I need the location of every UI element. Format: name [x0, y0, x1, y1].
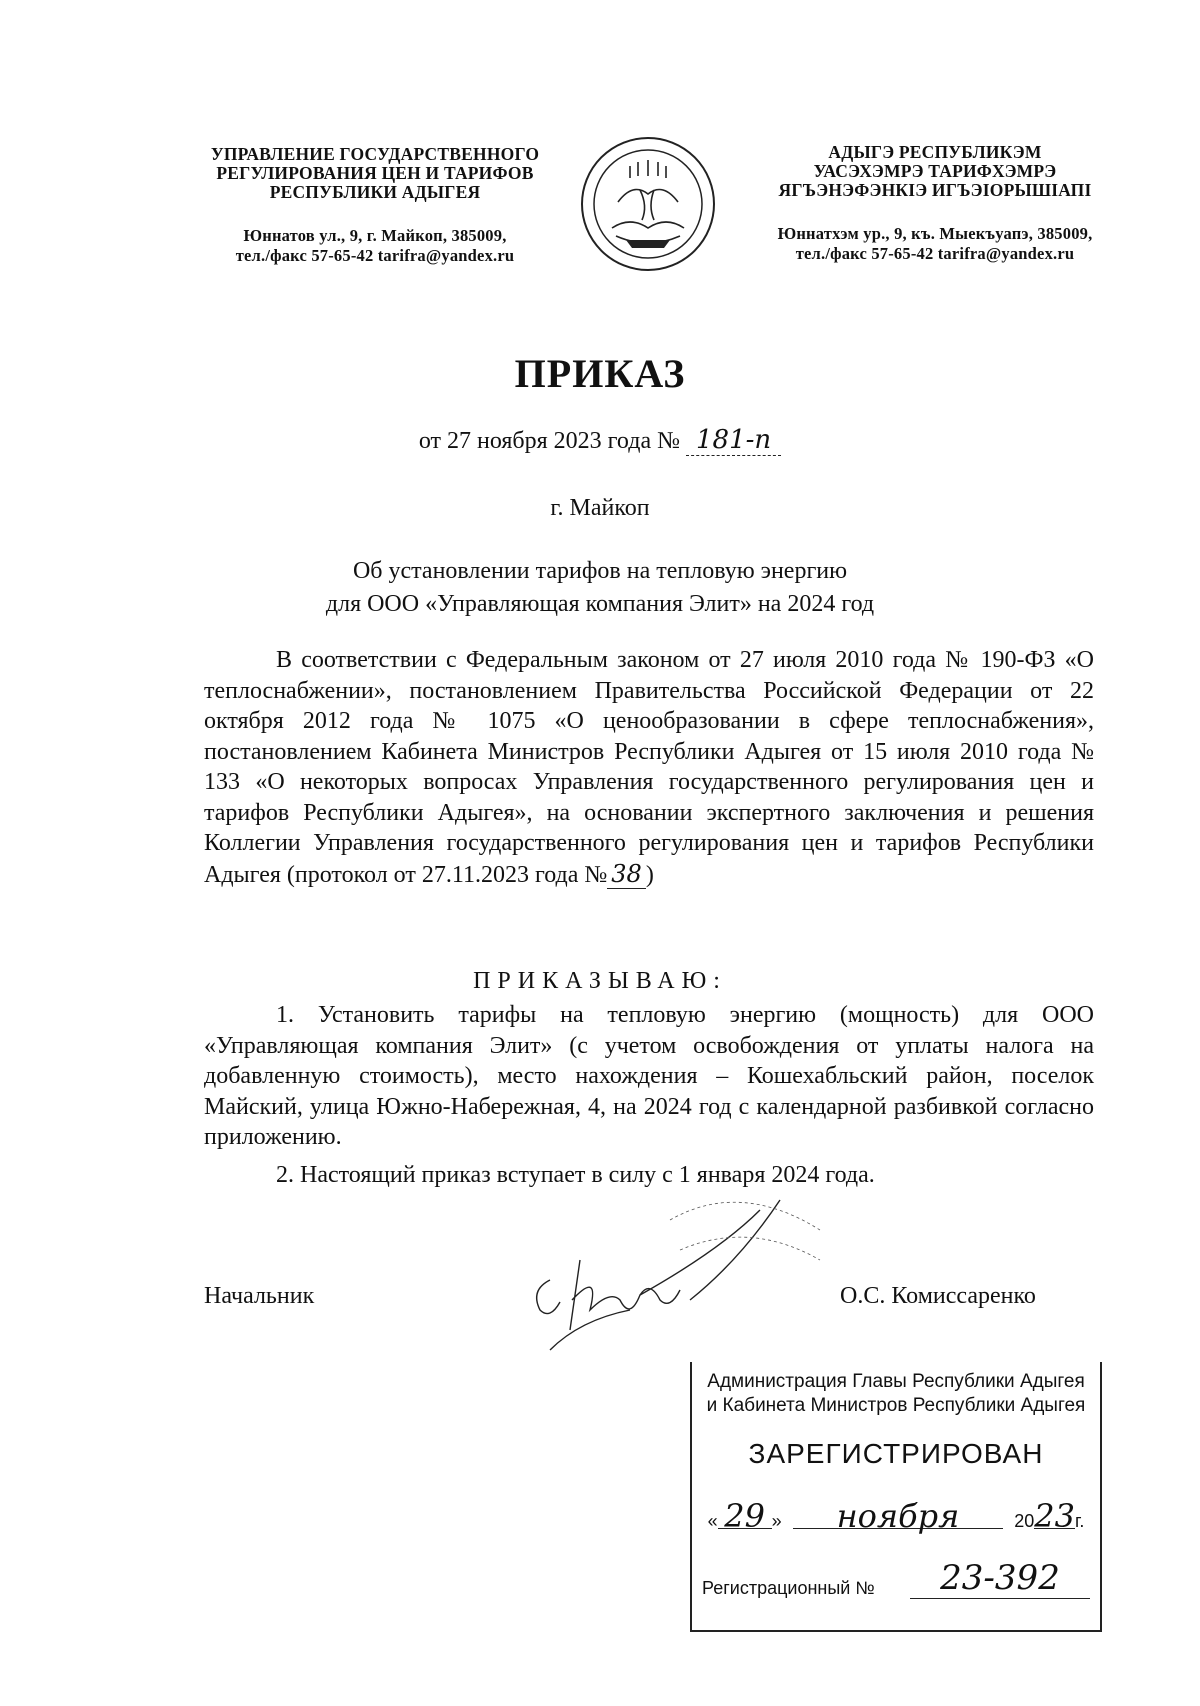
date-prefix: от 27 ноября 2023 года №	[418, 428, 680, 454]
preamble-text: В соответствии с Федеральным законом от 27 июля 2010 года № 190-ФЗ «О теплоснабжении», постановлением Правительства Российской Федерации от 22 октября 2012 года № 1075 «О ценообразовании в сфере теплоснабжения», постановлением Кабинета Министров Республики Адыгея от 15 июля 2010 года № 133 «О некоторых вопросах Управления государственного регулирования цен и тарифов Республики Адыгея», на основании экспертного заключения и решения Коллегии Управления государственного регулирования цен и тарифов Республики Адыгея (протокол от 27.11.2023 года №	[204, 647, 1094, 888]
stamp-line-2: и Кабинета Министров Республики Адыгея	[706, 1395, 1086, 1416]
org-address-ru: Юннатов ул., 9, г. Майкоп, 385009, тел./факс 57-65-42 tarifra@yandex.ru	[235, 226, 515, 265]
signatory-position: Начальник	[204, 1283, 315, 1309]
stamp-reg-number: 23-392	[910, 1558, 1090, 1599]
stamp-month: ноября	[793, 1504, 1003, 1529]
stamp-year: 23	[1034, 1497, 1075, 1535]
date-line	[0, 425, 1200, 456]
org-address-ady: Юннатхэм ур., 9, къ. Мыекъуапэ, 385009, тел./факс 57-65-42 tarifra@yandex.ru	[777, 224, 1093, 263]
stamp-reg-label: Регистрационный №	[702, 1578, 875, 1598]
subject: Об установлении тарифов на тепловую энергию для ООО «Управляющая компания Элит» на 2024 год	[325, 558, 875, 617]
signatory-name: О.С. Комиссаренко	[840, 1283, 1036, 1309]
document-title: ПРИКАЗ	[514, 351, 686, 396]
coat-of-arms-emblem	[578, 132, 718, 282]
header-left	[185, 145, 565, 266]
handwritten-signature	[520, 1190, 860, 1390]
order-number: 181-п	[686, 425, 781, 456]
stamp-day: 29	[718, 1504, 772, 1529]
order-item-1: 1. Установить тарифы на тепловую энергию (мощность) для ООО «Управляющая компания Элит» (с учетом освобождения от уплаты налога на добавленную стоимость), место нахождения – Кошехабльский район, поселок Майский, улица Южно-Набережная, 4, на 2024 год с календарной разбивкой согласно приложению.	[204, 1002, 1094, 1150]
order-word: ПРИКАЗЫВАЮ:	[473, 968, 727, 994]
protocol-number: 38	[607, 860, 646, 889]
stamp-date: « 29 » ноября 2023г.	[707, 1497, 1085, 1535]
header-right	[745, 143, 1125, 264]
org-name-ady: АДЫГЭ РЕСПУБЛИКЭМ УАСЭХЭМРЭ ТАРИФХЭМРЭ ЯГЪЭНЭФЭНКIЭ ИГЪЭIОРЫШIАПI	[778, 142, 1092, 200]
city: г. Майкоп	[550, 495, 650, 521]
order-item-2: 2. Настоящий приказ вступает в силу с 1 января 2024 года.	[276, 1162, 875, 1188]
preamble-paragraph: В соответствии с Федеральным законом от 27 июля 2010 года № 190-ФЗ «О теплоснабжении», постановлением Правительства Российской Федерации от 22 октября 2012 года № 1075 «О ценообразовании в сфере теплоснабжения», постановлением Кабинета Министров Республики Адыгея от 15 июля 2010 года № 133 «О некоторых вопросах Управления государственного регулирования цен и тарифов Республики Адыгея», на основании экспертного заключения и решения Коллегии Управления государственного регулирования цен и тарифов Республики Адыгея (протокол от 27.11.2023 года № 38 )	[204, 647, 1094, 888]
org-name-ru: УПРАВЛЕНИЕ ГОСУДАРСТВЕННОГО РЕГУЛИРОВАНИЯ ЦЕН И ТАРИФОВ РЕСПУБЛИКИ АДЫГЕЯ	[210, 144, 540, 202]
stamp-status: ЗАРЕГИСТРИРОВАН	[748, 1438, 1044, 1469]
stamp-line-1: Администрация Главы Республики Адыгея	[707, 1371, 1085, 1392]
registration-stamp	[690, 1362, 1102, 1632]
